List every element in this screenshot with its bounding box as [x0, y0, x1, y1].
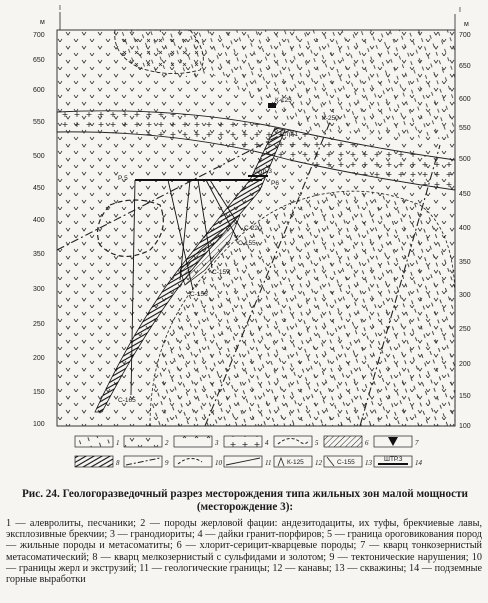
y-tick-150: 150 [33, 389, 45, 396]
y-tick-450-right: 450 [459, 191, 471, 198]
label-c165: С-165 [118, 397, 136, 404]
y-tick-250-right: 250 [459, 326, 471, 333]
svg-text:3: 3 [215, 439, 219, 447]
y-tick-650: 650 [33, 57, 45, 64]
y-tick-100-right: 100 [459, 423, 471, 430]
legend-item-1 [75, 436, 120, 447]
y-tick-100: 100 [33, 421, 45, 428]
figure-caption-legend: 1 — алевролиты, песчаники; 2 — породы жерловой фации: андезитодациты, их туфы, брекчиевые лавы, эксплозивные брекчии; 3 — гранодиориты; 4 — дайки гранит-порфиров; 5 — граница ороговикования пород — жильные породы и метасоматиты; 6 — хлорит-серицит-кварцевые породы; 7 — кварц тонкозернистый метасоматический; 8 — кварц мелкозернистый с сульфидами и золотом; 9 — тектонические нарушения; 10 — границы жерл и экструзий; 11 — геологические границы; 12 — канавы; 13 — скважины; 14 — подземные горные выработки [6, 518, 482, 586]
label-k250: К-250 [322, 115, 339, 122]
svg-text:13: 13 [365, 459, 372, 467]
y-tick-600-right: 600 [459, 96, 471, 103]
y-tick-400-right: 400 [459, 225, 471, 232]
svg-text:С-155: С-155 [337, 459, 355, 466]
svg-text:4: 4 [265, 439, 269, 447]
right-axis [455, 7, 471, 430]
legend-item-3 [174, 436, 219, 447]
label-k125: К-125 [275, 97, 292, 104]
legend-item-13 [324, 456, 373, 467]
y-tick-200: 200 [33, 355, 45, 362]
y-tick-200-right: 200 [459, 361, 471, 368]
legend-item-7 [374, 436, 419, 447]
axis-unit-right: м [464, 21, 469, 28]
y-tick-500-right: 500 [459, 156, 471, 163]
y-tick-700-right: 700 [459, 32, 471, 39]
svg-text:1: 1 [116, 439, 120, 447]
corner-right: I [459, 7, 461, 14]
y-tick-550: 550 [33, 119, 45, 126]
svg-text:7: 7 [415, 439, 419, 447]
y-tick-500: 500 [33, 153, 45, 160]
svg-text:11: 11 [265, 459, 272, 467]
svg-text:10: 10 [215, 459, 222, 467]
svg-text:12: 12 [315, 459, 322, 467]
y-tick-650-right: 650 [459, 63, 471, 70]
legend-item-12 [274, 456, 323, 467]
legend-item-8 [75, 456, 120, 467]
y-tick-300-right: 300 [459, 292, 471, 299]
legend-item-9 [124, 456, 169, 467]
legend-item-4 [224, 436, 269, 447]
y-tick-350-right: 350 [459, 259, 471, 266]
label-c220: С-220 [244, 225, 262, 232]
label-shtr3: Штр.3 [254, 168, 272, 175]
svg-text:2: 2 [165, 439, 169, 447]
y-tick-250: 250 [33, 321, 45, 328]
svg-text:9: 9 [165, 459, 169, 467]
legend-item-11 [224, 456, 271, 467]
svg-text:5: 5 [315, 439, 319, 447]
svg-text:К-125: К-125 [287, 459, 304, 466]
corner-left: I [59, 5, 61, 12]
y-tick-350: 350 [33, 251, 45, 258]
axis-unit-left: м [40, 19, 45, 26]
svg-text:6: 6 [365, 439, 369, 447]
label-p5: Р 5 [118, 175, 128, 182]
label-c156: С-156 [190, 291, 208, 298]
svg-text:ШТР.3: ШТР.3 [384, 456, 403, 463]
y-tick-150-right: 150 [459, 393, 471, 400]
y-tick-400: 400 [33, 217, 45, 224]
y-tick-600: 600 [33, 87, 45, 94]
svg-text:14: 14 [415, 459, 422, 467]
y-tick-550-right: 550 [459, 125, 471, 132]
legend [75, 436, 423, 467]
label-p6: Р6 [271, 180, 279, 187]
y-tick-700: 700 [33, 32, 45, 39]
label-c157: С-157 [212, 269, 230, 276]
label-shtr1: Штр.1 [280, 131, 298, 138]
legend-item-5 [274, 436, 319, 447]
figure-caption-title: Рис. 24. Геологоразведочный разрез месторождения типа жильных зон малой мощности (месторождение 3): [21, 488, 469, 513]
legend-item-14 [374, 456, 423, 467]
y-tick-450: 450 [33, 185, 45, 192]
legend-item-6 [324, 436, 369, 447]
label-c155: С-155 [238, 240, 256, 247]
y-tick-300: 300 [33, 286, 45, 293]
svg-text:8: 8 [116, 459, 120, 467]
legend-item-2 [124, 436, 169, 447]
legend-item-10 [174, 456, 223, 467]
